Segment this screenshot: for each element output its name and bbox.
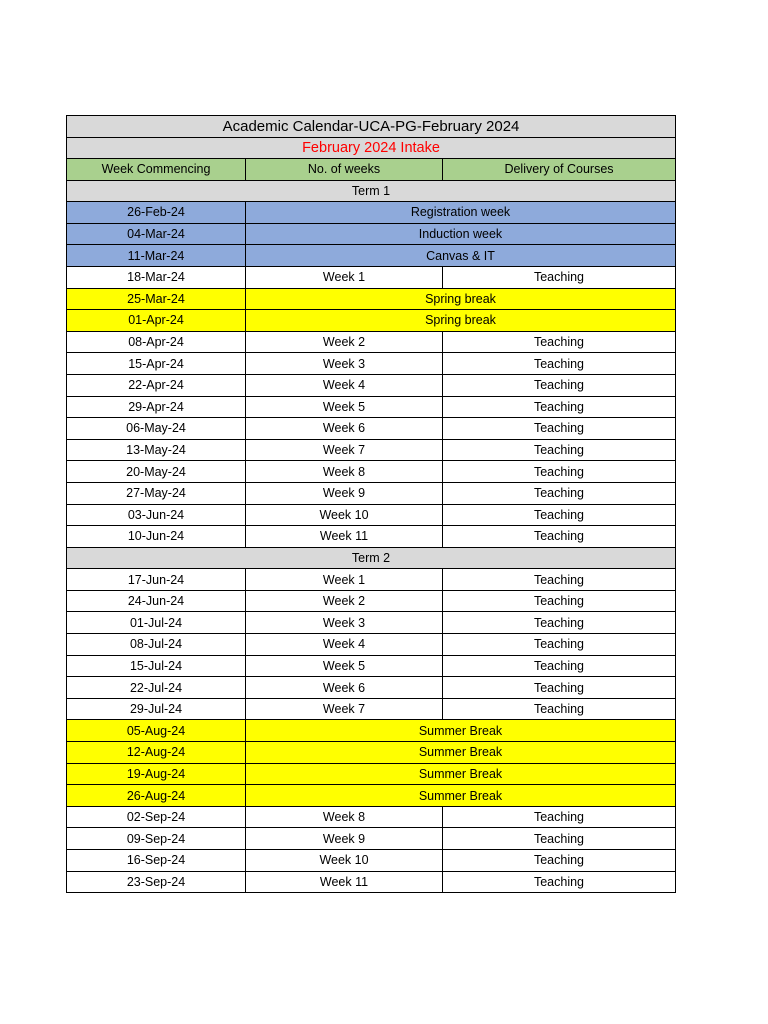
week-number-cell: Week 9 [246,482,443,504]
setup-row [67,245,676,267]
week-number-cell: Week 3 [246,353,443,375]
delivery-cell: Teaching [443,612,676,634]
table-row [67,850,676,872]
table-row [67,590,676,612]
week-number-cell: Week 4 [246,634,443,656]
week-number-cell: Week 5 [246,396,443,418]
week-commencing-cell: 13-May-24 [67,439,246,461]
event-label: Summer Break [246,763,676,785]
calendar-table [66,115,676,893]
week-commencing-cell: 25-Mar-24 [67,288,246,310]
table-row [67,806,676,828]
table-row [67,374,676,396]
delivery-cell: Teaching [443,266,676,288]
week-commencing-cell: 24-Jun-24 [67,590,246,612]
delivery-cell: Teaching [443,396,676,418]
week-commencing-cell: 22-Jul-24 [67,677,246,699]
week-commencing-cell: 11-Mar-24 [67,245,246,267]
delivery-cell: Teaching [443,331,676,353]
event-label: Summer Break [246,785,676,807]
week-commencing-cell: 06-May-24 [67,418,246,440]
week-number-cell: Week 2 [246,331,443,353]
delivery-cell: Teaching [443,806,676,828]
week-number-cell: Week 3 [246,612,443,634]
term-label: Term 1 [67,180,676,202]
week-commencing-cell: 02-Sep-24 [67,806,246,828]
delivery-cell: Teaching [443,655,676,677]
table-row [67,655,676,677]
week-commencing-cell: 01-Jul-24 [67,612,246,634]
week-number-cell: Week 8 [246,461,443,483]
week-commencing-cell: 15-Jul-24 [67,655,246,677]
week-commencing-cell: 08-Apr-24 [67,331,246,353]
table-row [67,677,676,699]
term-row [67,547,676,569]
delivery-cell: Teaching [443,482,676,504]
term-label: Term 2 [67,547,676,569]
break-row [67,288,676,310]
week-commencing-cell: 26-Aug-24 [67,785,246,807]
delivery-cell: Teaching [443,677,676,699]
week-number-cell: Week 7 [246,698,443,720]
delivery-cell: Teaching [443,374,676,396]
delivery-cell: Teaching [443,439,676,461]
week-commencing-cell: 16-Sep-24 [67,850,246,872]
academic-calendar-sheet [66,115,675,893]
break-row [67,785,676,807]
week-commencing-cell: 15-Apr-24 [67,353,246,375]
week-commencing-cell: 04-Mar-24 [67,223,246,245]
term-row [67,180,676,202]
title-row [67,116,676,138]
week-commencing-cell: 27-May-24 [67,482,246,504]
header-delivery-of-courses: Delivery of Courses [443,159,676,181]
week-commencing-cell: 09-Sep-24 [67,828,246,850]
table-row [67,828,676,850]
week-commencing-cell: 03-Jun-24 [67,504,246,526]
week-commencing-cell: 19-Aug-24 [67,763,246,785]
week-commencing-cell: 20-May-24 [67,461,246,483]
table-row [67,418,676,440]
table-row [67,698,676,720]
delivery-cell: Teaching [443,418,676,440]
table-row [67,266,676,288]
week-commencing-cell: 01-Apr-24 [67,310,246,332]
week-number-cell: Week 8 [246,806,443,828]
week-commencing-cell: 08-Jul-24 [67,634,246,656]
delivery-cell: Teaching [443,698,676,720]
table-row [67,526,676,548]
header-no-of-weeks: No. of weeks [246,159,443,181]
table-row [67,634,676,656]
delivery-cell: Teaching [443,526,676,548]
week-number-cell: Week 10 [246,504,443,526]
table-row [67,461,676,483]
delivery-cell: Teaching [443,828,676,850]
calendar-title: Academic Calendar-UCA-PG-February 2024 [67,116,676,138]
table-row [67,396,676,418]
table-row [67,331,676,353]
week-commencing-cell: 26-Feb-24 [67,202,246,224]
table-row [67,482,676,504]
week-number-cell: Week 7 [246,439,443,461]
delivery-cell: Teaching [443,590,676,612]
delivery-cell: Teaching [443,850,676,872]
delivery-cell: Teaching [443,504,676,526]
event-label: Summer Break [246,742,676,764]
event-label: Induction week [246,223,676,245]
delivery-cell: Teaching [443,353,676,375]
table-row [67,569,676,591]
setup-row [67,223,676,245]
week-commencing-cell: 12-Aug-24 [67,742,246,764]
week-number-cell: Week 1 [246,569,443,591]
week-commencing-cell: 17-Jun-24 [67,569,246,591]
week-commencing-cell: 22-Apr-24 [67,374,246,396]
table-row [67,504,676,526]
break-row [67,763,676,785]
event-label: Canvas & IT [246,245,676,267]
week-number-cell: Week 4 [246,374,443,396]
event-label: Spring break [246,288,676,310]
column-header-row [67,159,676,181]
week-number-cell: Week 10 [246,850,443,872]
delivery-cell: Teaching [443,634,676,656]
break-row [67,310,676,332]
week-number-cell: Week 2 [246,590,443,612]
week-commencing-cell: 18-Mar-24 [67,266,246,288]
subtitle-row [67,138,676,159]
week-commencing-cell: 29-Jul-24 [67,698,246,720]
table-row [67,612,676,634]
event-label: Spring break [246,310,676,332]
delivery-cell: Teaching [443,461,676,483]
event-label: Summer Break [246,720,676,742]
table-row [67,353,676,375]
intake-subtitle: February 2024 Intake [67,138,676,159]
setup-row [67,202,676,224]
table-row [67,871,676,893]
week-commencing-cell: 05-Aug-24 [67,720,246,742]
delivery-cell: Teaching [443,569,676,591]
week-commencing-cell: 10-Jun-24 [67,526,246,548]
week-number-cell: Week 5 [246,655,443,677]
week-number-cell: Week 9 [246,828,443,850]
table-row [67,439,676,461]
break-row [67,720,676,742]
break-row [67,742,676,764]
header-week-commencing: Week Commencing [67,159,246,181]
week-number-cell: Week 11 [246,871,443,893]
week-number-cell: Week 1 [246,266,443,288]
delivery-cell: Teaching [443,871,676,893]
week-number-cell: Week 11 [246,526,443,548]
week-number-cell: Week 6 [246,677,443,699]
week-commencing-cell: 29-Apr-24 [67,396,246,418]
event-label: Registration week [246,202,676,224]
week-number-cell: Week 6 [246,418,443,440]
week-commencing-cell: 23-Sep-24 [67,871,246,893]
